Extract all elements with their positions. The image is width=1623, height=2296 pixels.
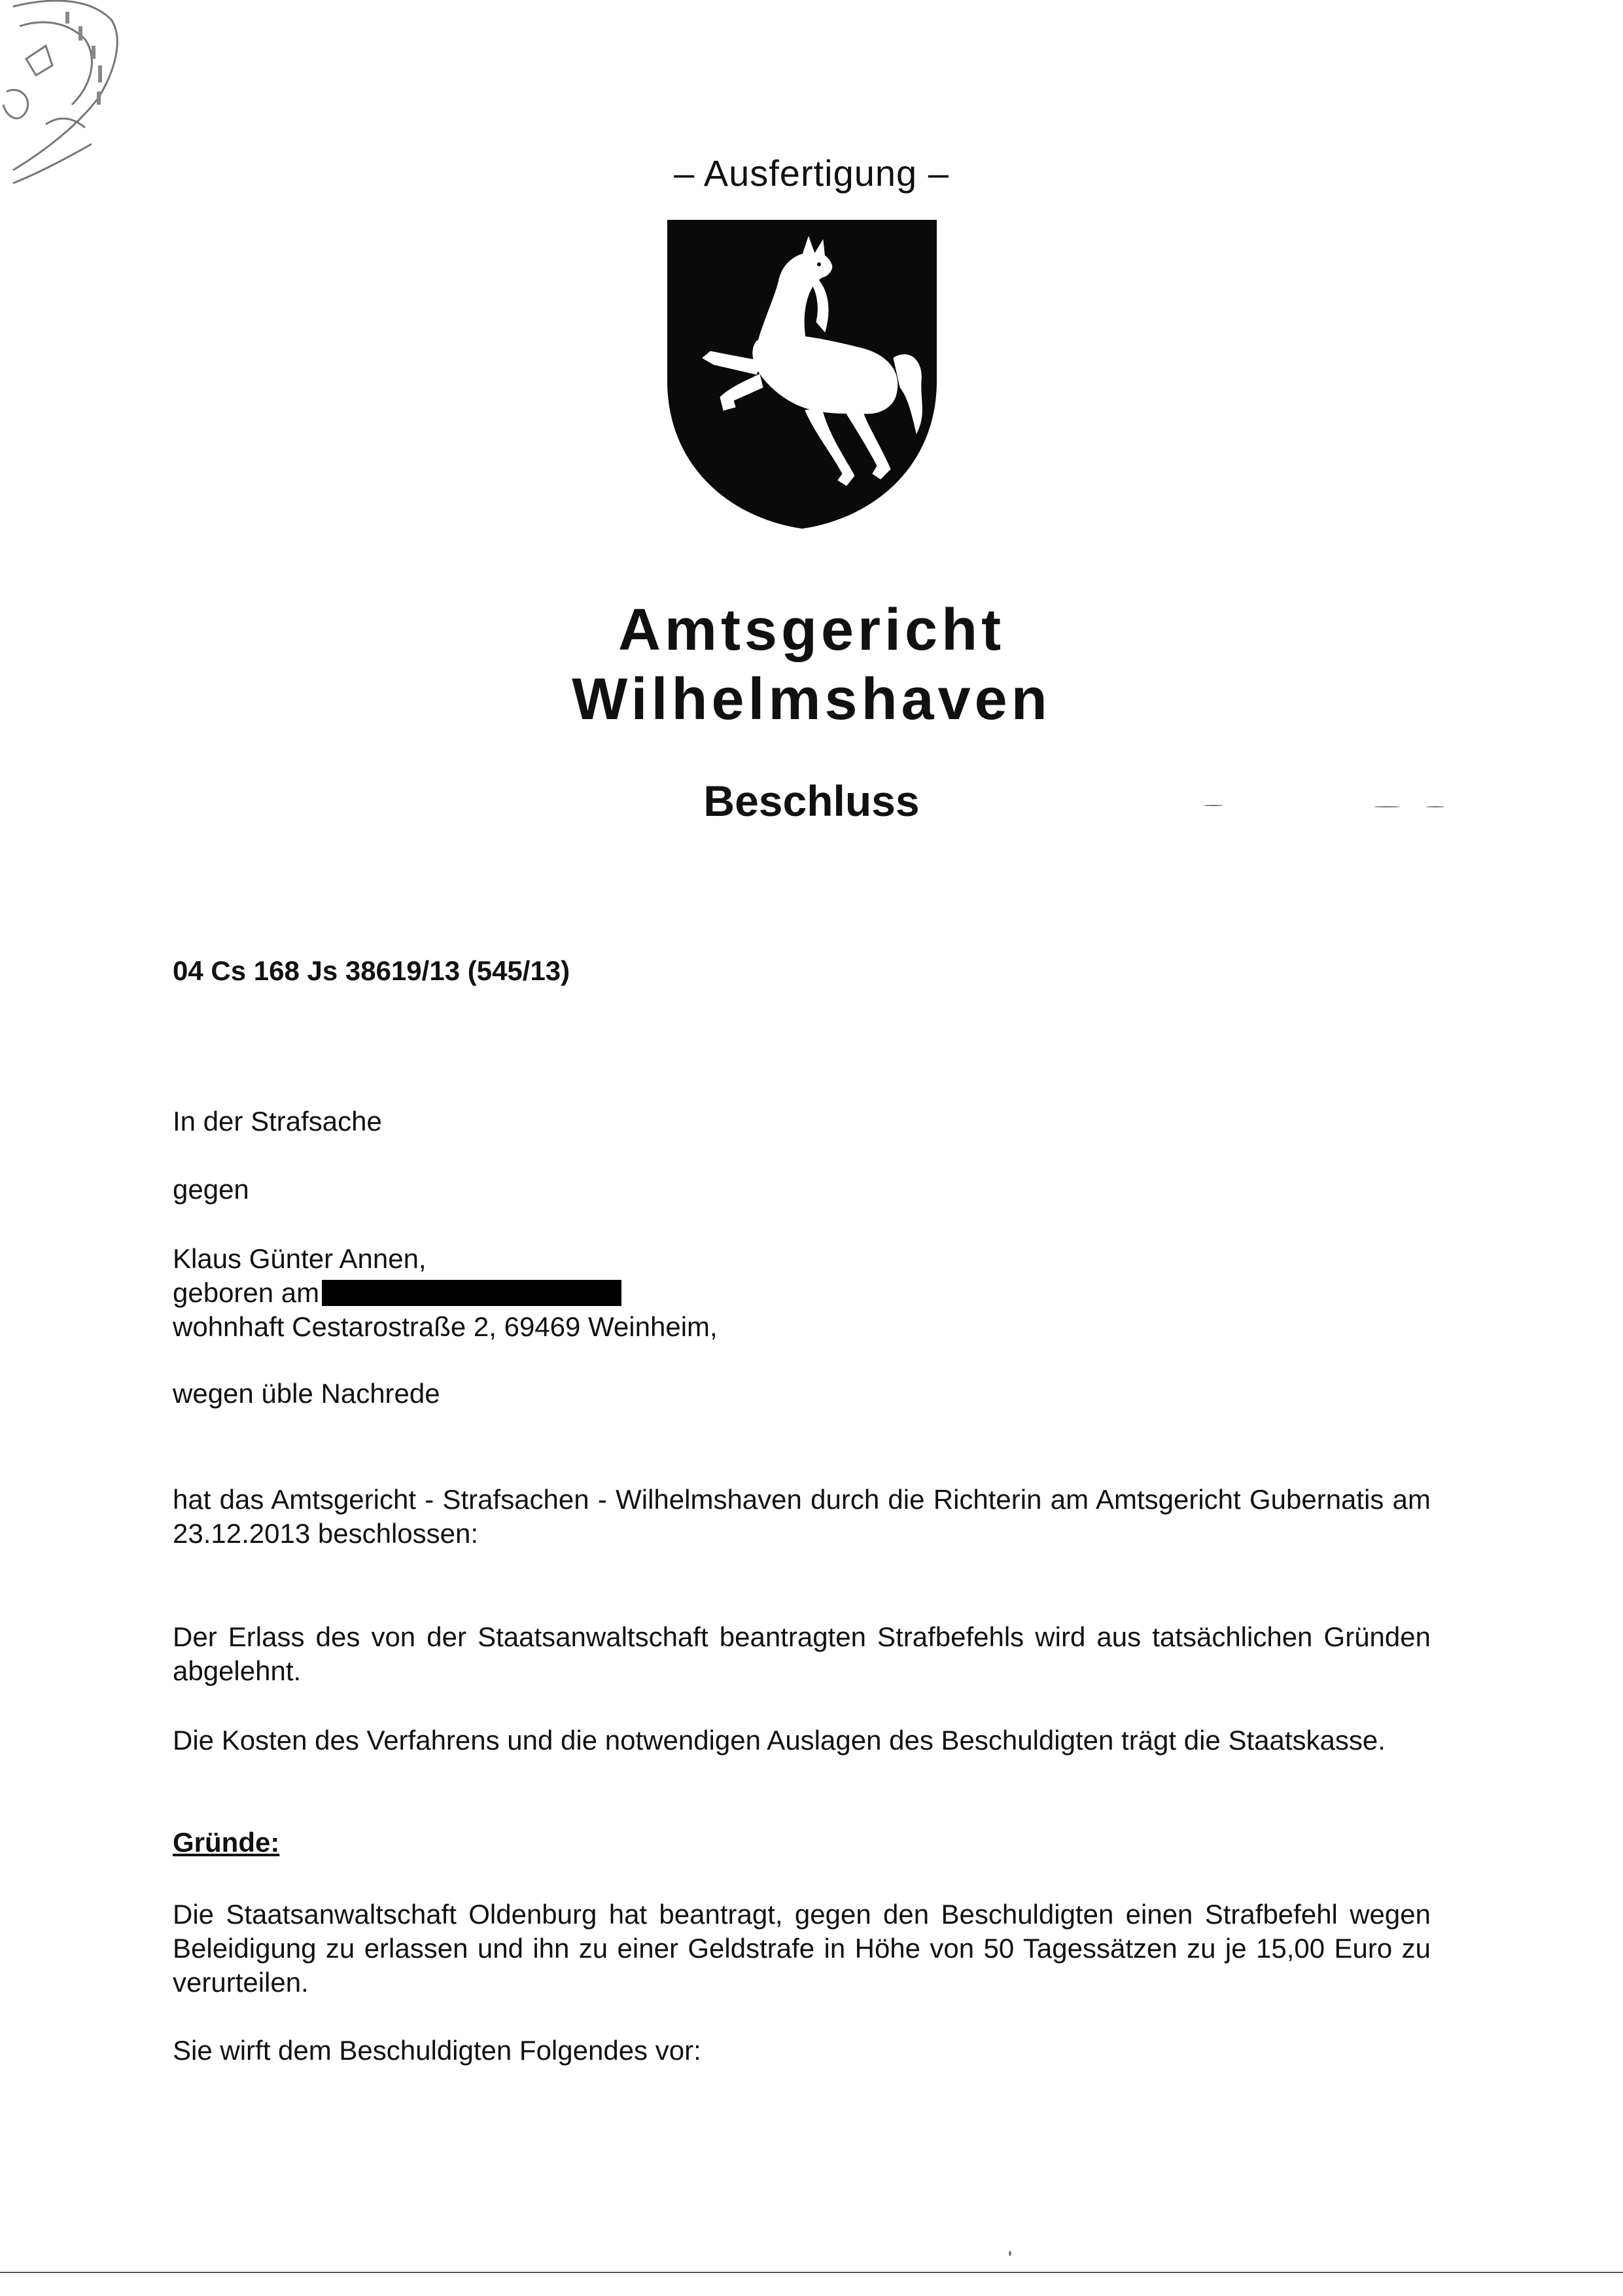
against-text: gegen bbox=[173, 1174, 249, 1205]
born-label: geboren am bbox=[173, 1277, 320, 1308]
birth-line bbox=[173, 1276, 1431, 1310]
redaction-bar bbox=[322, 1280, 621, 1306]
court-name-line-1: Amtsgericht bbox=[618, 597, 1005, 663]
reasons-heading-text: Gründe: bbox=[173, 1827, 280, 1858]
ruling-2: Die Kosten des Verfahrens und die notwendigen Auslagen des Beschuldigten trägt die Staatskasse. bbox=[173, 1725, 1386, 1756]
horse-coat-of-arms-icon bbox=[665, 217, 939, 531]
scan-mark bbox=[1009, 2251, 1011, 2256]
decision-intro: hat das Amtsgericht - Strafsachen - Wilhelmshaven durch die Richterin am Amtsgericht Gubernatis am 23.12.2013 beschlossen: bbox=[173, 1484, 1431, 1549]
charge-text: wegen üble Nachrede bbox=[173, 1378, 440, 1409]
bottom-edge-line bbox=[0, 2272, 1623, 2273]
reasons-paragraph-1: Die Staatsanwaltschaft Oldenburg hat beantragt, gegen den Beschuldigten einen Strafbefehl wegen Beleidigung zu erlassen und ihn zu einer Geldstrafe in Höhe von 50 Tagessätzen zu je 15,00 Euro zu verurteilen. bbox=[173, 1899, 1431, 1998]
scan-mark bbox=[1426, 806, 1444, 807]
accused-block bbox=[173, 1242, 1431, 1344]
accused-name: Klaus Günter Annen, bbox=[173, 1243, 427, 1274]
case-number: 04 Cs 168 Js 38619/13 (545/13) bbox=[173, 955, 570, 986]
address-line: wohnhaft Cestarostraße 2, 69469 Weinheim, bbox=[173, 1311, 718, 1342]
reasons-paragraph-2: Sie wirft dem Beschuldigten Folgendes vor: bbox=[173, 2035, 701, 2066]
scan-mark bbox=[1374, 806, 1400, 807]
reasons-heading bbox=[173, 1826, 1431, 1860]
ruling-1: Der Erlass des von der Staatsanwaltschaft beantragten Strafbefehls wird aus tatsächlichen Gründen abgelehnt. bbox=[173, 1621, 1431, 1686]
intro-text: In der Strafsache bbox=[173, 1106, 382, 1137]
scan-mark bbox=[1204, 805, 1223, 806]
document-type: Beschluss bbox=[703, 777, 920, 825]
copy-label: – Ausfertigung – bbox=[674, 152, 949, 194]
court-name-line-2: Wilhelmshaven bbox=[572, 667, 1051, 732]
